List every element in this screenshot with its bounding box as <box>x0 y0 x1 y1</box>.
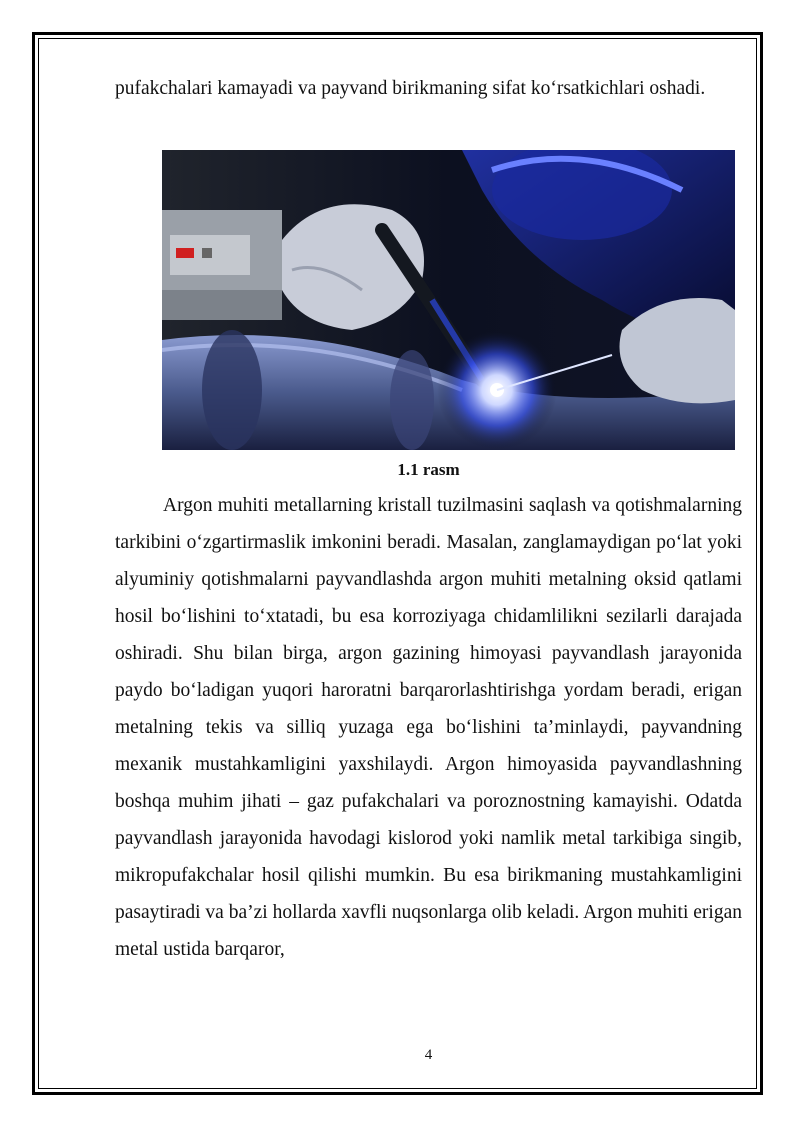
welding-photo <box>162 150 735 450</box>
welding-machine <box>162 210 282 320</box>
paragraph-continuation: pufakchalari kamayadi va payvand birikmaning sifat ko‘rsatkichlari oshadi. <box>115 78 706 99</box>
figure-caption: 1.1 rasm <box>397 460 460 479</box>
page-number: 4 <box>424 1047 433 1063</box>
body-paragraph: Argon muhiti metallarning kristall tuzilmasini saqlash va qotishmalarning tarkibini o‘zgartirmaslik imkonini beradi. Masalan, zanglamaydigan po‘lat yoki alyuminiy qotishmalarni payvandlashda argon muhiti metalning oksid qatlami hosil bo‘lishini to‘xtatadi, bu esa korroziyaga chidamlilikni sezilarli darajada oshiradi. Shu bilan birga, argon gazining himoyasi payvandlash jarayonida paydo bo‘ladigan yuqori haroratni barqarorlashtirishga yordam beradi, erigan metalning tekis va silliq yuzaga ega bo‘lishini ta’minlaydi, payvandning mexanik mustahkamligini yaxshilaydi. Argon himoyasida payvandlashning boshqa muhim jihati – gaz pufakchalari va poroznostning kamayishi. Odatda payvandlash jarayonida havodagi kislorod yoki namlik metal tarkibiga singib, mikropufakchalar hosil qilishi mumkin. Bu esa birikmaning mustahkamligini pasaytiradi va ba’zi hollarda xavfli nuqsonlarga olib keladi. Argon muhiti erigan metal ustida barqaror, <box>115 495 742 960</box>
